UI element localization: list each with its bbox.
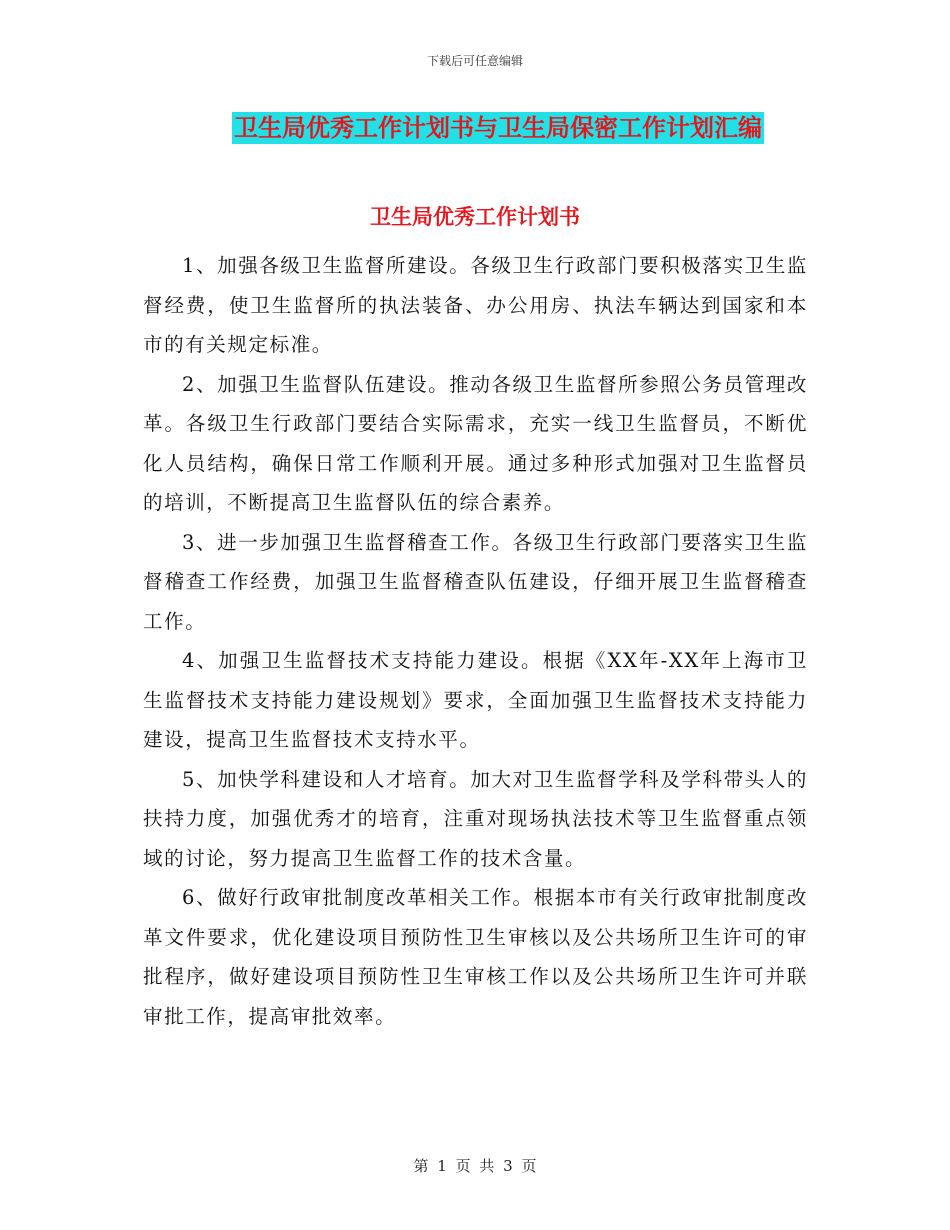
paragraph-5: 5、加快学科建设和人才培育。加大对卫生监督学科及学科带头人的扶持力度，加强优秀才的培育，注重对现场执法技术等卫生监督重点领域的讨论，努力提高卫生监督工作的技术含量。 <box>143 767 808 870</box>
paragraph-4: 4、加强卫生监督技术支持能力建设。根据《XX年-XX年上海市卫生监督技术支持能力建设规划》要求，全面加强卫生监督技术支持能力建设，提高卫生监督技术支持水平。 <box>143 649 808 751</box>
document-body <box>143 246 808 1036</box>
paragraph-6: 6、做好行政审批制度改革相关工作。根据本市有关行政审批制度改革文件要求，优化建设项目预防性卫生审核以及公共场所卫生许可的审批程序，做好建设项目预防性卫生审核工作以及公共场所卫生许可并联审批工作，提高审批效率。 <box>143 886 808 1028</box>
paragraph-1: 1、加强各级卫生监督所建设。各级卫生行政部门要积极落实卫生监督经费，使卫生监督所的执法装备、办公用房、执法车辆达到国家和本市的有关规定标准。 <box>143 254 808 356</box>
section-title: 卫生局优秀工作计划书 <box>370 205 580 229</box>
paragraph-3: 3、进一步加强卫生监督稽查工作。各级卫生行政部门要落实卫生监督稽查工作经费，加强卫生监督稽查队伍建设，仔细开展卫生监督稽查工作。 <box>143 530 808 633</box>
page-number-footer: 第 1 页 共 3 页 <box>413 1157 537 1175</box>
paragraph-2: 2、加强卫生监督队伍建设。推动各级卫生监督所参照公务员管理改革。各级卫生行政部门要结合实际需求，充实一线卫生监督员，不断优化人员结构，确保日常工作顺利开展。通过多种形式加强对卫生监督员的培训，不断提高卫生监督队伍的综合素养。 <box>143 372 808 514</box>
page-header-note: 下载后可任意编辑 <box>426 54 523 68</box>
document-title: 卫生局优秀工作计划书与卫生局保密工作计划汇编 <box>234 114 762 142</box>
document-title-container <box>0 112 950 144</box>
